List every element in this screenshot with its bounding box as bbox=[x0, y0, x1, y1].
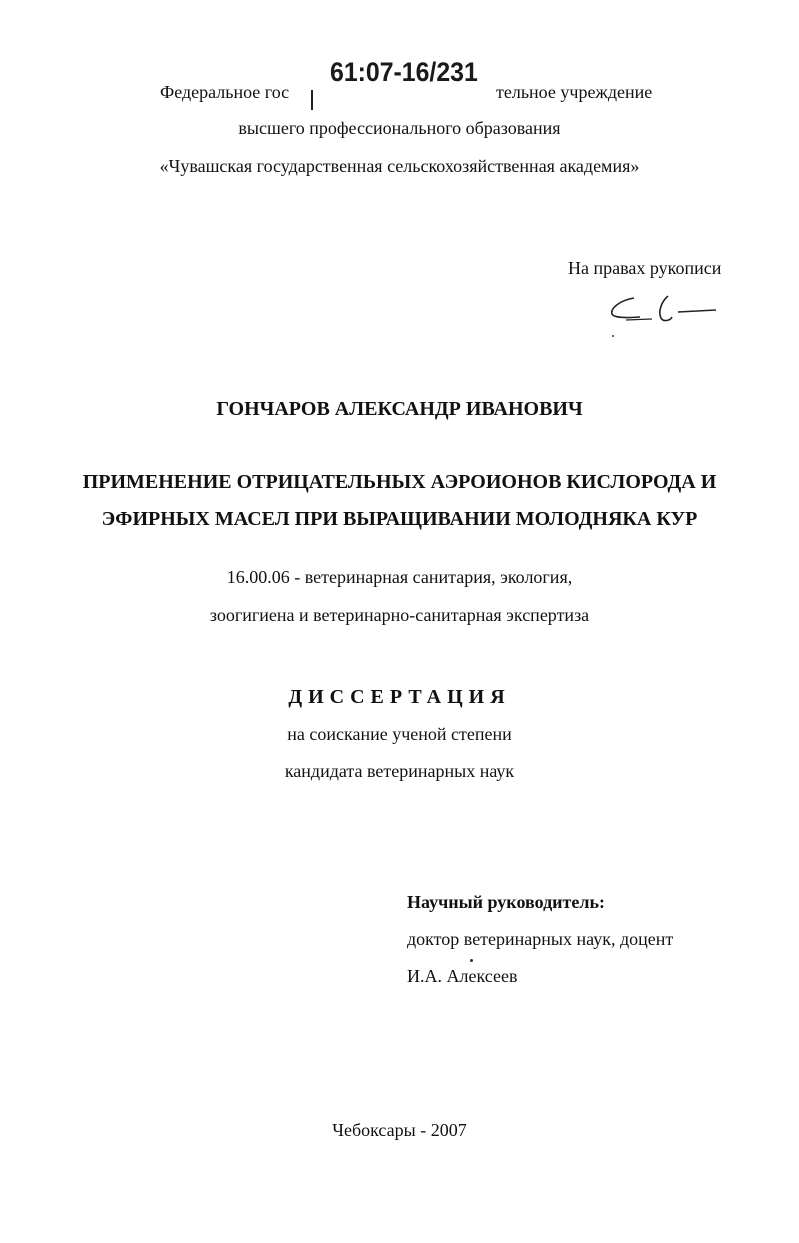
manuscript-rights-note: На правах рукописи bbox=[568, 258, 722, 278]
institution-line-1-right: тельное учреждение bbox=[496, 82, 653, 102]
institution-line-1-left: Федеральное гос bbox=[160, 82, 290, 102]
signature-image bbox=[606, 290, 716, 340]
supervisor-name: И.А. Алексеев bbox=[407, 966, 518, 986]
degree-line-1: на соискание ученой степени bbox=[287, 724, 512, 744]
supervisor-rank: доктор ветеринарных наук, доцент bbox=[407, 929, 674, 949]
institution-line-3: «Чувашская государственная сельскохозяйственная академия» bbox=[159, 156, 640, 176]
degree-line-2: кандидата ветеринарных наук bbox=[284, 761, 515, 781]
author-name: ГОНЧАРОВ АЛЕКСАНДР ИВАНОВИЧ bbox=[216, 398, 583, 420]
place-and-year: Чебоксары - 2007 bbox=[332, 1120, 467, 1140]
specialty-line-2: зоогигиена и ветеринарно-санитарная экспертиза bbox=[209, 605, 590, 625]
institution-line-2: высшего профессионального образования bbox=[238, 118, 561, 138]
stamp-edge bbox=[311, 90, 313, 110]
document-type: ДИССЕРТАЦИЯ bbox=[288, 686, 511, 708]
scan-speck bbox=[470, 959, 473, 962]
thesis-title-line-2: ЭФИРНЫХ МАСЕЛ ПРИ ВЫРАЩИВАНИИ МОЛОДНЯКА КУР bbox=[101, 508, 698, 530]
thesis-title-line-1: ПРИМЕНЕНИЕ ОТРИЦАТЕЛЬНЫХ АЭРОИОНОВ КИСЛОРОДА И bbox=[82, 471, 717, 493]
specialty-line-1: 16.00.06 - ветеринарная санитария, экология, bbox=[226, 567, 573, 587]
archive-stamp: 61:07-16/231 bbox=[330, 52, 477, 92]
supervisor-heading: Научный руководитель: bbox=[407, 892, 605, 912]
